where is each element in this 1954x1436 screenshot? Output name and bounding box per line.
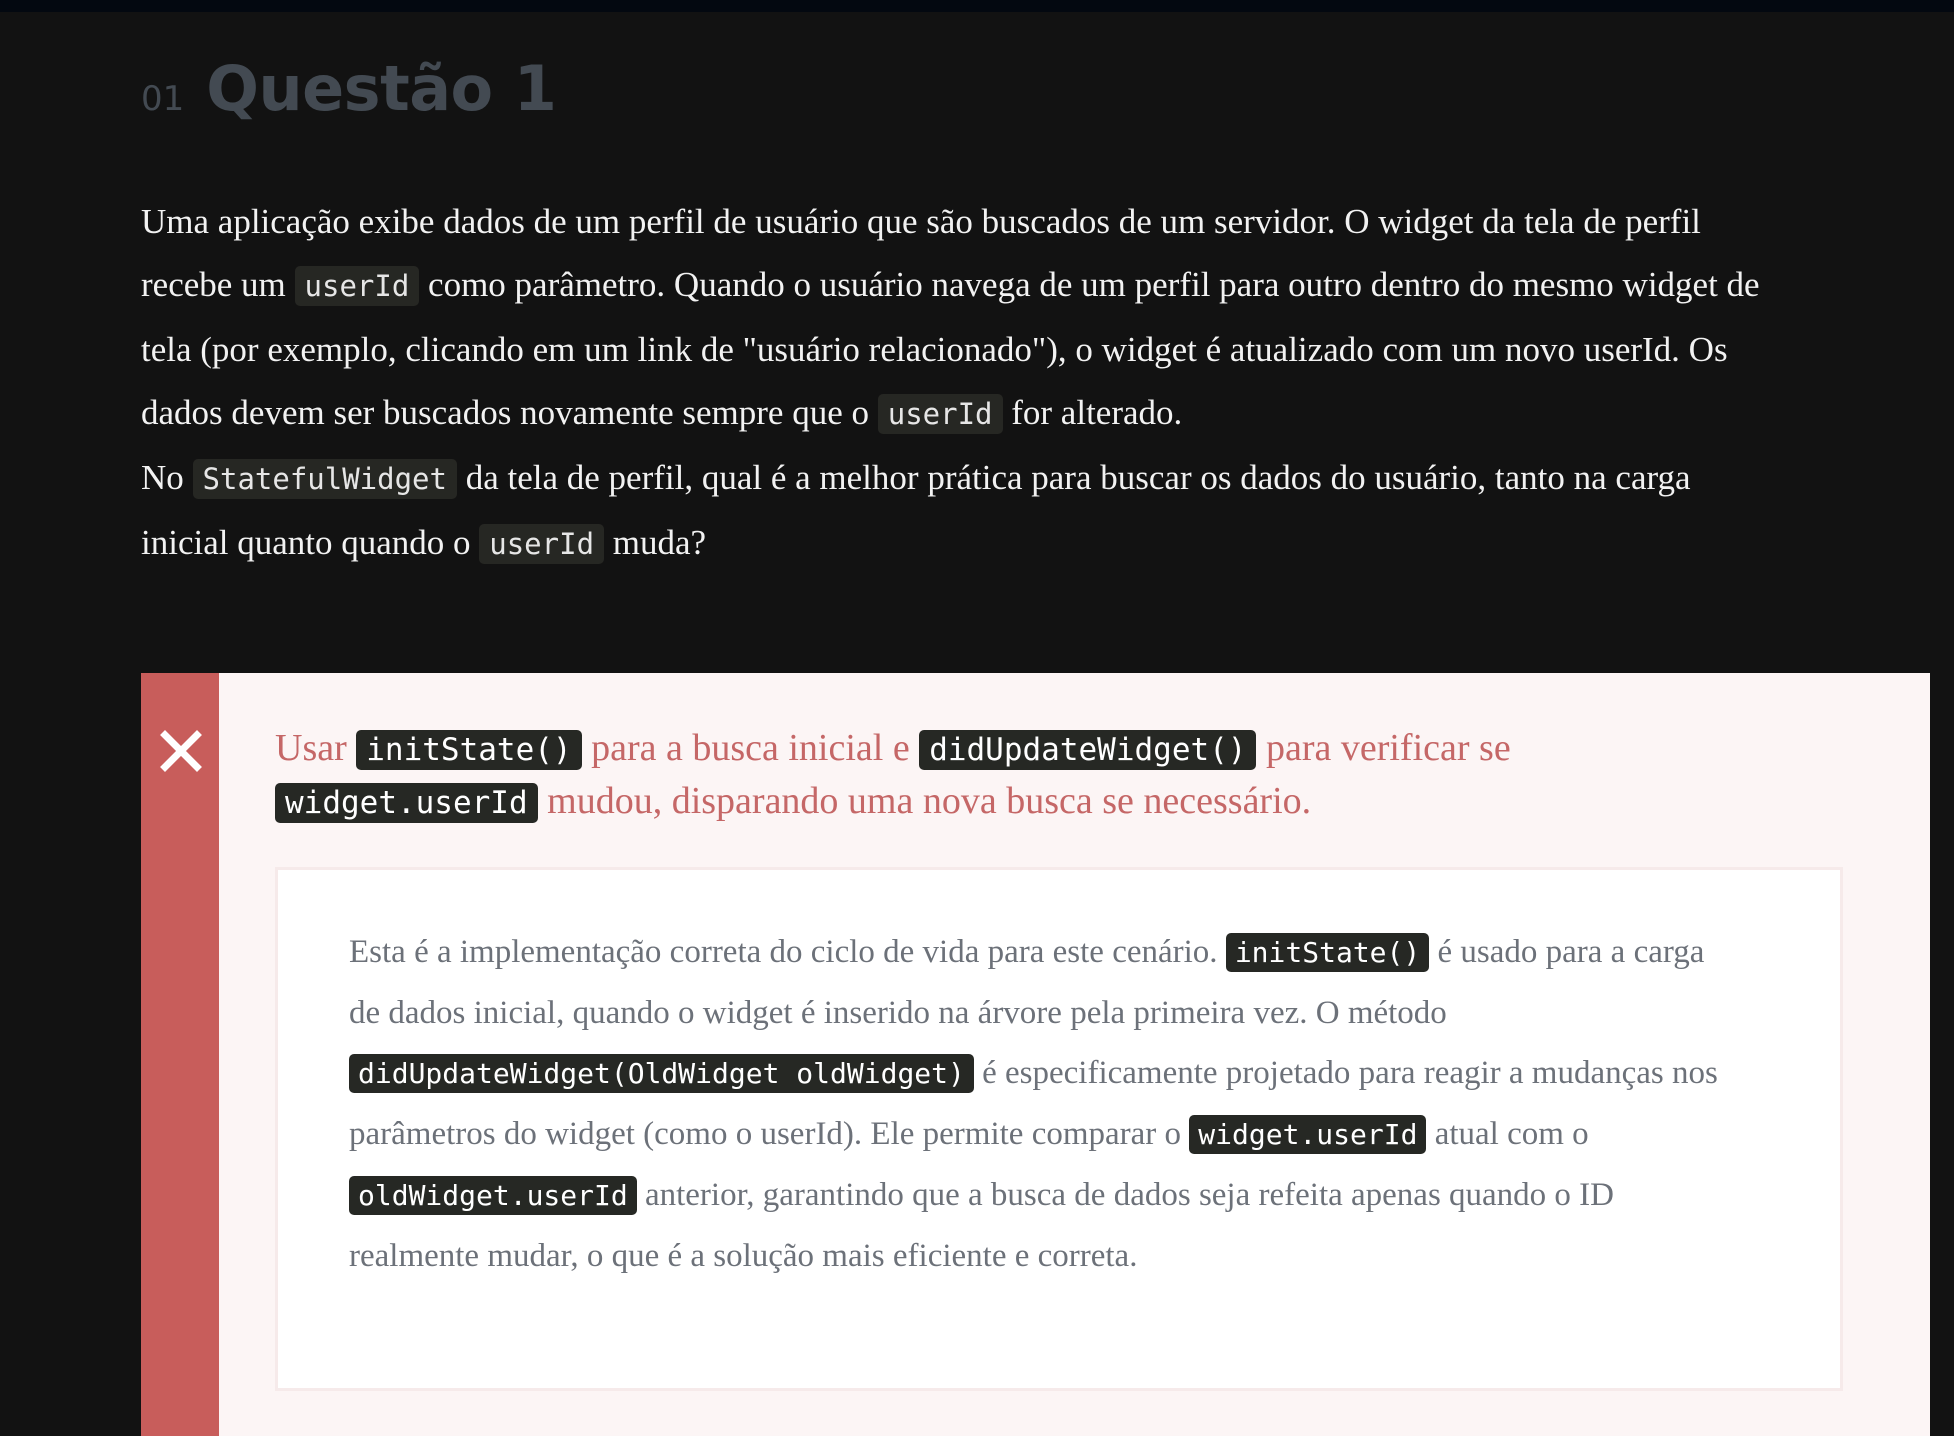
inline-code: widget.userId <box>1189 1115 1426 1154</box>
inline-code: userId <box>479 524 604 564</box>
inline-code: widget.userId <box>275 783 538 823</box>
text: como parâmetro. Quando o usuário navega de um perfil para outro dentro do mesmo widget de tela (por exemplo, clicando em um link de "usuário relacionado"), o widget é atualizado com um novo userId. Os dados devem ser buscados novamente sempre que o <box>141 265 1760 432</box>
question-title: Questão 1 <box>206 52 557 125</box>
question-number: 01 <box>141 79 185 119</box>
question-text <box>141 190 1761 576</box>
text: da tela de perfil, qual é a melhor prática para buscar os dados do usuário, tanto na carga inicial quanto quando o <box>141 458 1691 562</box>
inline-code: userId <box>878 394 1003 434</box>
text: No <box>141 458 193 497</box>
close-icon <box>160 730 202 772</box>
text: Uma aplicação exibe dados de um perfil de usuário que são buscados de um servidor. O widget da tela de perfil recebe um <box>141 202 1701 304</box>
answer-text <box>275 723 1695 829</box>
text: for alterado. <box>1002 393 1183 432</box>
text: mudou, disparando uma nova busca se necessário. <box>537 780 1312 822</box>
inline-code: initState() <box>1226 933 1429 972</box>
text: para verificar se <box>1256 727 1511 769</box>
answer-option-card[interactable] <box>141 673 1930 1436</box>
text: é usado para a carga de dados inicial, quando o widget é inserido na árvore pela primeira vez. O método <box>349 934 1705 1031</box>
text: para a busca inicial e <box>581 727 920 769</box>
inline-code: didUpdateWidget(OldWidget oldWidget) <box>349 1054 974 1093</box>
text: muda? <box>604 523 707 562</box>
inline-code: didUpdateWidget() <box>919 730 1256 770</box>
incorrect-status-bar <box>141 673 219 1436</box>
text: Usar <box>275 727 357 769</box>
text: é especificamente projetado para reagir a mudanças nos parâmetros do widget (como o userId). Ele permite comparar o <box>349 1055 1718 1152</box>
explanation-text <box>349 922 1729 1286</box>
inline-code: oldWidget.userId <box>349 1176 637 1215</box>
question-header <box>141 52 556 132</box>
text: atual com o <box>1426 1116 1589 1152</box>
text: anterior, garantindo que a busca de dados seja refeita apenas quando o ID realmente mudar, o que é a solução mais eficiente e correta. <box>349 1177 1615 1274</box>
inline-code: initState() <box>356 730 581 770</box>
question-paragraph-2 <box>141 446 1761 576</box>
question-paragraph-1 <box>141 190 1761 446</box>
text: Esta é a implementação correta do ciclo de vida para este cenário. <box>349 934 1226 970</box>
inline-code: StatefulWidget <box>193 459 457 499</box>
explanation-box <box>275 867 1843 1391</box>
top-bar <box>0 0 1954 12</box>
inline-code: userId <box>295 266 420 306</box>
